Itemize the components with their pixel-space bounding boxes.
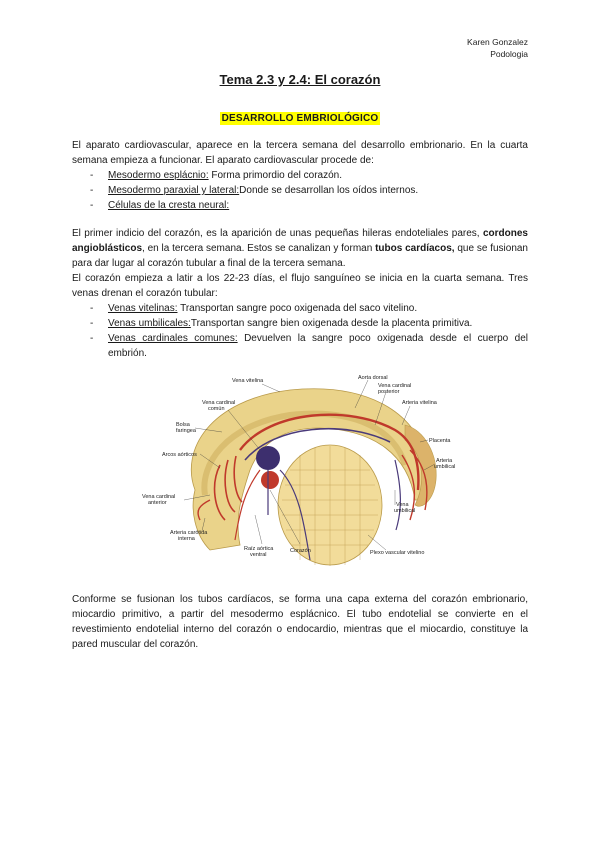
label-vena-umbilical-2: umbilical bbox=[394, 508, 416, 514]
heartbeat-paragraph: El corazón empieza a latir a los 22-23 días, el flujo sanguíneo se inicia en la cuarta semana. Tres venas drenan el corazón tubular: bbox=[72, 273, 528, 299]
label-arteria-umbilical: Arteria bbox=[436, 458, 453, 464]
heart bbox=[261, 471, 279, 489]
author-name: Karen Gonzalez bbox=[467, 37, 528, 47]
intro-paragraph: El aparato cardiovascular, aparece en la tercera semana del desarrollo embrionario. En la cuarta semana empieza a funcionar. El aparato cardiovascular procede de: bbox=[72, 140, 528, 166]
closing-paragraph: Conforme se fusionan los tubos cardíacos, se forma una capa externa del corazón embrionario, miocardio primitivo, a partir del mesodermo esplácnico. El tubo endotelial se convierte en el revestimiento endotelial interno del corazón o endocardio, mientras que el miocardio, constituye la pared muscular del corazón. bbox=[72, 594, 528, 650]
label-placenta: Placenta bbox=[429, 438, 451, 444]
label-arteria-carotida: Arteria carótida bbox=[170, 530, 208, 536]
origin-list bbox=[90, 168, 528, 213]
section-heading: DESARROLLO EMBRIOLÓGICO bbox=[221, 113, 379, 124]
list-item: - Mesodermo paraxial y lateral:Donde se desarrollan los oídos internos. bbox=[90, 183, 528, 198]
list-item: - Venas cardinales comunes: Devuelven la sangre poco oxigenada desde el cuerpo del embrión. bbox=[90, 331, 528, 361]
label-aorta-dorsal: Aorta dorsal bbox=[358, 375, 388, 381]
label-vena-vitelina: Vena vitelina bbox=[232, 378, 264, 384]
label-arteria-vitelina: Arteria vitelina bbox=[402, 400, 437, 406]
label-vena-cardinal-anterior-2: anterior bbox=[148, 500, 167, 506]
author-course: Podologia bbox=[490, 49, 528, 59]
list-item: - Venas umbilicales:Transportan sangre bien oxigenada desde la placenta primitiva. bbox=[90, 316, 528, 331]
list-item: - Mesodermo esplácnio: Forma primordio del corazón. bbox=[90, 168, 528, 183]
label-arcos-aorticos: Arcos aórticos bbox=[162, 452, 197, 458]
label-corazon: Corazón bbox=[290, 548, 311, 554]
list-item: - Venas vitelinas: Transportan sangre poco oxigenada del saco vitelino. bbox=[90, 301, 528, 316]
label-raiz-aortica-2: ventral bbox=[250, 552, 267, 558]
label-vena-cardinal-comun: Vena cardinal bbox=[202, 400, 236, 406]
label-arteria-carotida-2: interna bbox=[178, 536, 195, 542]
label-vena-cardinal-anterior: Vena cardinal bbox=[142, 494, 176, 500]
veins-list bbox=[90, 301, 528, 361]
label-plexo-vascular: Plexo vascular vitelino bbox=[370, 550, 425, 556]
umbilical-vein bbox=[395, 460, 400, 530]
list-item: - Células de la cresta neural: bbox=[90, 198, 528, 213]
label-vena-umbilical: Vena bbox=[396, 502, 409, 508]
embryo-diagram bbox=[140, 370, 460, 580]
label-vena-cardinal-posterior-2: posterior bbox=[378, 389, 400, 395]
label-bolsa: Bolsa bbox=[176, 422, 190, 428]
label-faringea: faringea bbox=[176, 428, 196, 434]
label-raiz-aortica: Raíz aórtica bbox=[244, 546, 274, 552]
development-paragraph: El primer indicio del corazón, es la aparición de unas pequeñas hileras endoteliales pares, cordones angioblásticos, en la tercera semana. Estos se canalizan y forman tubos cardíacos, que se fusionan para dar lugar al corazón tubular a final de la tercera semana. bbox=[72, 228, 528, 269]
page-title: Tema 2.3 y 2.4: El corazón bbox=[219, 72, 381, 87]
label-arteria-umbilical-2: umbilical bbox=[434, 464, 456, 470]
author-block bbox=[467, 36, 528, 60]
label-vena-cardinal-comun-2: común bbox=[208, 406, 225, 412]
label-vena-cardinal-posterior: Vena cardinal bbox=[378, 383, 412, 389]
